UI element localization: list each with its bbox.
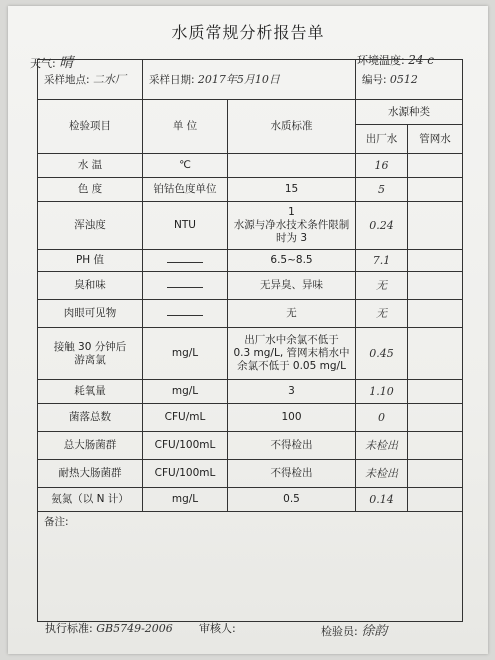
info-row <box>38 60 463 100</box>
row-standard-cell: 100 <box>228 404 356 432</box>
row-unit-cell <box>143 300 228 328</box>
remarks-row <box>38 512 463 622</box>
row-unit-cell: mg/L <box>143 488 228 512</box>
col-item-header: 检验项目 <box>38 100 143 154</box>
row-pipe-value <box>408 460 463 488</box>
row-pipe-value <box>408 328 463 380</box>
row-unit-cell: CFU/100mL <box>143 432 228 460</box>
row-factory-value: 0.14 <box>356 488 408 512</box>
row-standard-cell: 0.5 <box>228 488 356 512</box>
row-item-cell: 浑浊度 <box>38 202 143 250</box>
row-unit-cell: CFU/100mL <box>143 460 228 488</box>
table-row <box>38 272 463 300</box>
report-sheet <box>8 6 488 654</box>
row-item-cell: 接触 30 分钟后 游离氯 <box>38 328 143 380</box>
table-row <box>38 178 463 202</box>
table-row <box>38 202 463 250</box>
number-cell <box>356 60 463 100</box>
row-item-cell: 水 温 <box>38 154 143 178</box>
table-row <box>38 432 463 460</box>
row-pipe-value <box>408 272 463 300</box>
data-rows <box>38 154 463 512</box>
row-factory-value: 0.24 <box>356 202 408 250</box>
number-value: 0512 <box>389 72 418 86</box>
row-unit-cell: mg/L <box>143 380 228 404</box>
row-unit-cell: ℃ <box>143 154 228 178</box>
row-factory-value: 16 <box>356 154 408 178</box>
row-standard-cell: 15 <box>228 178 356 202</box>
site-value: 二水厂 <box>92 72 126 86</box>
row-standard-cell: 1 水源与净水技术条件限制时为 3 <box>228 202 356 250</box>
date-value: 2017年5月10日 <box>197 72 280 86</box>
weather-value: 晴 <box>59 55 74 71</box>
row-factory-value: 无 <box>356 272 408 300</box>
col-standard-header: 水质标准 <box>228 100 356 154</box>
weather-label: 天气: <box>30 57 56 70</box>
table-row <box>38 154 463 178</box>
row-item-cell: 菌落总数 <box>38 404 143 432</box>
row-unit-cell <box>143 250 228 272</box>
row-factory-value: 未检出 <box>356 460 408 488</box>
row-standard-cell: 6.5~8.5 <box>228 250 356 272</box>
row-pipe-value <box>408 202 463 250</box>
row-factory-value: 无 <box>356 300 408 328</box>
row-pipe-value <box>408 404 463 432</box>
row-factory-value: 1.10 <box>356 380 408 404</box>
reviewer-label: 审核人: <box>199 622 236 635</box>
row-item-cell: 总大肠菌群 <box>38 432 143 460</box>
row-standard-cell: 无异臭、异味 <box>228 272 356 300</box>
site-label: 采样地点: <box>44 73 90 86</box>
inspector-label: 检验员: <box>321 625 358 638</box>
row-pipe-value <box>408 154 463 178</box>
header-row-1 <box>38 100 463 125</box>
row-standard-cell: 3 <box>228 380 356 404</box>
col-unit-header: 单 位 <box>143 100 228 154</box>
remarks-label: 备注: <box>44 516 69 528</box>
inspector-footer <box>321 620 387 639</box>
row-pipe-value <box>408 432 463 460</box>
row-item-cell: 臭和味 <box>38 272 143 300</box>
table-row <box>38 380 463 404</box>
page-title: 水质常规分析报告单 <box>171 23 325 42</box>
table-row <box>38 300 463 328</box>
reviewer-footer <box>199 620 236 636</box>
number-label: 编号: <box>362 73 387 86</box>
row-unit-cell: CFU/mL <box>143 404 228 432</box>
row-pipe-value <box>408 178 463 202</box>
date-cell <box>143 60 356 100</box>
row-pipe-value <box>408 300 463 328</box>
blank-line <box>167 255 203 263</box>
table-row <box>38 460 463 488</box>
row-factory-value: 0.45 <box>356 328 408 380</box>
row-standard-cell: 出厂水中余氯不低于 0.3 mg/L, 管网末梢水中 余氯不低于 0.05 mg/L <box>228 328 356 380</box>
row-factory-value: 7.1 <box>356 250 408 272</box>
col-factory-header: 出厂水 <box>356 125 408 154</box>
row-item-cell: 耗氧量 <box>38 380 143 404</box>
row-unit-cell: NTU <box>143 202 228 250</box>
env-temp-label: 环境温度: <box>357 54 405 67</box>
table-row <box>38 250 463 272</box>
standard-label: 执行标准: <box>45 622 93 635</box>
site-cell <box>38 60 143 100</box>
env-temp-value: 24 c <box>408 53 435 67</box>
row-standard-cell <box>228 154 356 178</box>
analysis-table <box>37 59 463 622</box>
date-label: 采样日期: <box>149 73 195 86</box>
row-item-cell: PH 值 <box>38 250 143 272</box>
remarks-cell <box>38 512 463 622</box>
row-factory-value: 未检出 <box>356 432 408 460</box>
standard-value: GB5749-2006 <box>96 622 173 635</box>
inspector-signature: 徐韵 <box>361 624 388 639</box>
table-row <box>38 488 463 512</box>
row-item-cell: 氨氮（以 N 计） <box>38 488 143 512</box>
table-row <box>38 328 463 380</box>
blank-line <box>167 280 203 288</box>
row-item-cell: 色 度 <box>38 178 143 202</box>
row-unit-cell: mg/L <box>143 328 228 380</box>
table-row <box>38 404 463 432</box>
row-pipe-value <box>408 488 463 512</box>
row-pipe-value <box>408 380 463 404</box>
standard-footer <box>45 620 173 636</box>
row-item-cell: 肉眼可见物 <box>38 300 143 328</box>
row-standard-cell: 不得检出 <box>228 432 356 460</box>
col-pipe-header: 管网水 <box>408 125 463 154</box>
row-pipe-value <box>408 250 463 272</box>
row-item-cell: 耐热大肠菌群 <box>38 460 143 488</box>
row-factory-value: 5 <box>356 178 408 202</box>
row-unit-cell: 铂钴色度单位 <box>143 178 228 202</box>
blank-line <box>167 308 203 316</box>
row-standard-cell: 不得检出 <box>228 460 356 488</box>
row-unit-cell <box>143 272 228 300</box>
row-factory-value: 0 <box>356 404 408 432</box>
row-standard-cell: 无 <box>228 300 356 328</box>
col-source-type-header: 水源种类 <box>356 100 463 125</box>
